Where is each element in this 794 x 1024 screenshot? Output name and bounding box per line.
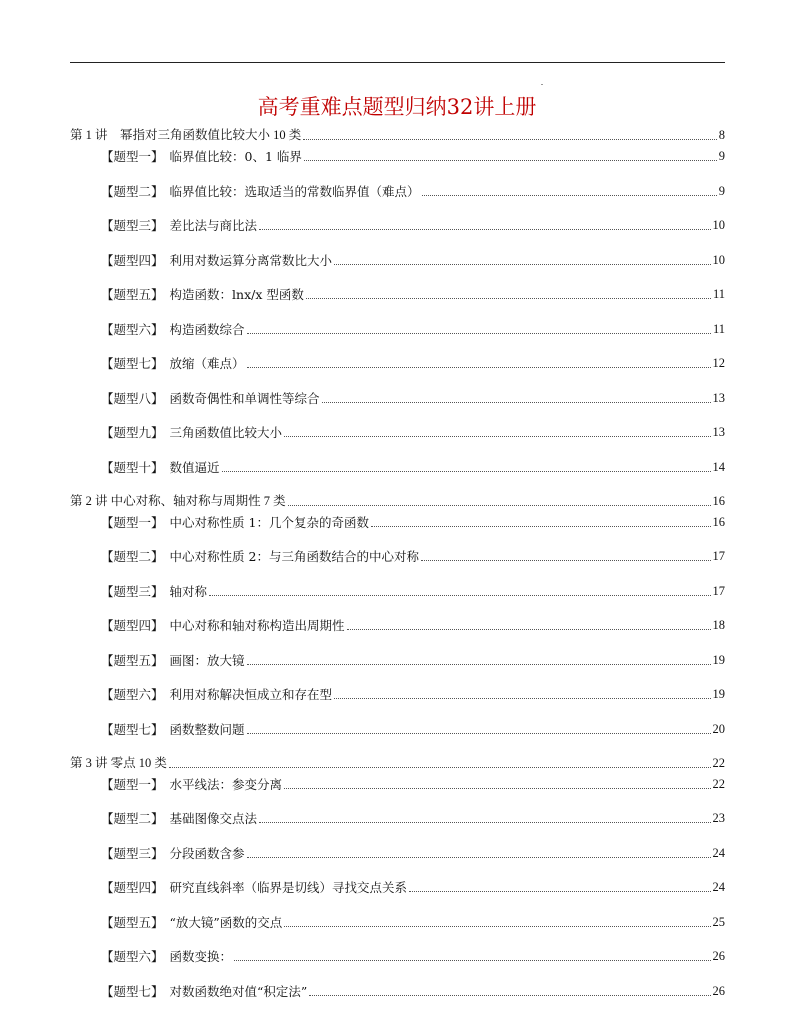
dot-leader [222, 471, 711, 472]
toc-chapter-entry[interactable] [70, 493, 725, 510]
toc-item-entry[interactable] [70, 617, 725, 634]
item-label [101, 583, 207, 600]
toc-chapter-entry[interactable] [70, 755, 725, 772]
item-label [101, 686, 332, 703]
item-text: 三角函数值比较大小 [169, 425, 283, 440]
item-tag: 【题型五】 [101, 914, 164, 930]
toc-item-entry[interactable] [70, 879, 725, 896]
header-rule [70, 62, 725, 63]
item-label [101, 721, 245, 738]
dot-leader [259, 822, 710, 823]
item-tag: 【题型四】 [101, 252, 164, 268]
page-number: 19 [712, 687, 725, 701]
page-number: 16 [712, 493, 725, 508]
toc-item-entry[interactable] [70, 148, 725, 165]
item-text: 画图：放大镜 [169, 652, 245, 668]
page-number: 25 [712, 914, 725, 929]
page-number: 10 [712, 218, 725, 232]
dot-leader [304, 160, 717, 161]
item-label [101, 948, 232, 965]
item-label [101, 548, 419, 565]
page-number: 13 [712, 390, 725, 405]
item-label [101, 983, 307, 1000]
item-tag: 【题型五】 [101, 287, 164, 302]
dot-leader [247, 333, 711, 334]
page-number: 19 [712, 652, 725, 667]
dot-leader [322, 402, 711, 403]
page-number: 24 [712, 880, 725, 894]
toc-item-entry[interactable] [70, 286, 725, 303]
dot-leader [409, 891, 710, 892]
item-text: 轴对称 [169, 583, 208, 599]
page-number: 16 [712, 514, 725, 529]
dot-leader [309, 995, 710, 996]
toc-chapter-entry[interactable] [70, 127, 725, 144]
item-label [101, 355, 245, 372]
item-text: 临界值比较：选取适当的常数临界值（难点） [169, 183, 420, 199]
dot-leader [334, 264, 710, 265]
item-text: 数值逼近 [169, 459, 220, 475]
item-text: 函数整数问题 [169, 721, 245, 737]
item-tag: 【题型九】 [101, 425, 164, 440]
table-of-contents [70, 127, 725, 1017]
item-tag: 【题型一】 [101, 776, 164, 792]
item-text: 放缩（难点） [169, 356, 245, 371]
item-text: 函数变换： [169, 949, 233, 964]
page-number: 22 [712, 776, 725, 791]
dot-leader [169, 767, 711, 768]
item-text: 水平线法：参变分离 [169, 776, 283, 792]
item-label [101, 914, 282, 931]
item-label [101, 810, 257, 827]
page-number: 11 [712, 321, 725, 336]
toc-item-entry[interactable] [70, 183, 725, 200]
item-tag: 【题型五】 [101, 652, 164, 668]
item-label [101, 617, 345, 634]
item-tag: 【题型一】 [101, 149, 164, 164]
toc-item-entry[interactable] [70, 459, 725, 476]
item-label [101, 390, 320, 407]
item-tag: 【题型七】 [101, 983, 164, 999]
item-label [101, 845, 245, 862]
page-number: 9 [718, 149, 725, 163]
dot-leader [247, 857, 711, 858]
chapter-title: 第 1 讲 幂指对三角函数值比较大小 10 类 [70, 128, 302, 142]
item-text: 构造函数综合 [169, 321, 245, 337]
item-tag: 【题型二】 [101, 811, 164, 826]
page-number: 8 [718, 128, 725, 142]
item-tag: 【题型二】 [101, 183, 164, 199]
dot-leader [284, 436, 710, 437]
dot-leader [421, 560, 711, 561]
item-label [101, 776, 282, 793]
dot-leader [347, 629, 711, 630]
page-number: 24 [712, 845, 725, 860]
toc-item-entry[interactable] [70, 686, 725, 703]
toc-item-entry[interactable] [70, 652, 725, 669]
toc-item-entry[interactable] [70, 948, 725, 965]
item-text: 基础图像交点法 [169, 811, 258, 826]
dot-leader [371, 526, 711, 527]
toc-item-entry[interactable] [70, 845, 725, 862]
item-tag: 【题型八】 [101, 390, 164, 406]
toc-item-entry[interactable] [70, 424, 725, 441]
item-text: 函数奇偶性和单调性等综合 [169, 390, 320, 406]
item-text: 差比法与商比法 [169, 218, 258, 233]
page-number: 20 [712, 721, 725, 736]
item-label [101, 217, 257, 234]
item-text: 构造函数：lnx/x 型函数 [169, 287, 304, 302]
toc-item-entry[interactable] [70, 217, 725, 234]
dot-leader [259, 229, 710, 230]
page-number: 22 [712, 755, 725, 770]
page-number: 11 [712, 287, 725, 301]
item-text: 临界值比较：0、1 临界 [169, 149, 302, 164]
item-tag: 【题型三】 [101, 583, 164, 599]
dot-leader [306, 298, 711, 299]
item-label [101, 321, 245, 338]
item-tag: 【题型六】 [101, 321, 164, 337]
item-text: 分段函数含参 [169, 845, 245, 861]
dot-leader [247, 733, 711, 734]
dot-leader [422, 195, 717, 196]
toc-item-entry[interactable] [70, 721, 725, 738]
item-text: “放大镜”函数的交点 [169, 914, 283, 930]
page-number: 26 [712, 949, 725, 963]
page-number: 14 [712, 459, 725, 474]
toc-item-entry[interactable] [70, 776, 725, 793]
toc-item-entry[interactable] [70, 355, 725, 372]
page-number: 18 [712, 618, 725, 632]
toc-item-entry[interactable] [70, 810, 725, 827]
item-tag: 【题型十】 [101, 459, 164, 475]
item-tag: 【题型七】 [101, 356, 164, 371]
toc-item-entry[interactable] [70, 321, 725, 338]
item-text: 研究直线斜率（临界是切线）寻找交点关系 [169, 880, 408, 895]
item-text: 利用对称解决恒成立和存在型 [169, 687, 333, 702]
item-text: 中心对称性质 2：与三角函数结合的中心对称 [169, 549, 419, 564]
page-number: 9 [718, 183, 725, 198]
item-tag: 【题型六】 [101, 949, 164, 964]
dot-leader [288, 505, 711, 506]
dot-leader [284, 788, 710, 789]
item-text: 对数函数绝对值“积定法” [169, 983, 308, 999]
item-tag: 【题型三】 [101, 218, 164, 233]
page-number: 17 [712, 583, 725, 598]
item-label [101, 514, 369, 531]
item-label [101, 459, 220, 476]
toc-item-entry[interactable] [70, 514, 725, 531]
toc-item-entry[interactable] [70, 548, 725, 565]
item-label [101, 652, 245, 669]
item-tag: 【题型六】 [101, 687, 164, 702]
item-tag: 【题型七】 [101, 721, 164, 737]
dot-leader [209, 595, 710, 596]
item-label [101, 286, 304, 303]
item-tag: 【题型二】 [101, 549, 164, 564]
item-label [101, 148, 302, 165]
item-tag: 【题型一】 [101, 514, 164, 530]
toc-item-entry[interactable] [70, 390, 725, 407]
item-text: 中心对称和轴对称构造出周期性 [169, 618, 345, 633]
page-number: 13 [712, 425, 725, 439]
page-number: 17 [712, 549, 725, 563]
stray-mark [541, 84, 543, 85]
document-title: 高考重难点题型归纳32讲上册 [257, 95, 537, 119]
page-number: 26 [712, 983, 725, 998]
dot-leader [334, 698, 710, 699]
item-text: 中心对称性质 1：几个复杂的奇函数 [169, 514, 369, 530]
item-label [101, 252, 332, 269]
item-text: 利用对数运算分离常数比大小 [169, 252, 333, 268]
item-tag: 【题型四】 [101, 880, 164, 895]
item-tag: 【题型三】 [101, 845, 164, 861]
item-label [101, 183, 420, 200]
dot-leader [247, 664, 711, 665]
dot-leader [234, 960, 710, 961]
chapter-title: 第 2 讲 中心对称、轴对称与周期性 7 类 [70, 493, 286, 508]
page-number: 12 [712, 356, 725, 370]
item-label [101, 879, 407, 896]
toc-item-entry[interactable] [70, 583, 725, 600]
item-tag: 【题型四】 [101, 618, 164, 633]
dot-leader [247, 367, 711, 368]
toc-item-entry[interactable] [70, 252, 725, 269]
toc-item-entry[interactable] [70, 914, 725, 931]
dot-leader [284, 926, 710, 927]
toc-item-entry[interactable] [70, 983, 725, 1000]
page-number: 10 [712, 252, 725, 267]
item-label [101, 424, 282, 441]
chapter-title: 第 3 讲 零点 10 类 [70, 755, 167, 770]
page-number: 23 [712, 811, 725, 825]
dot-leader [303, 139, 716, 140]
